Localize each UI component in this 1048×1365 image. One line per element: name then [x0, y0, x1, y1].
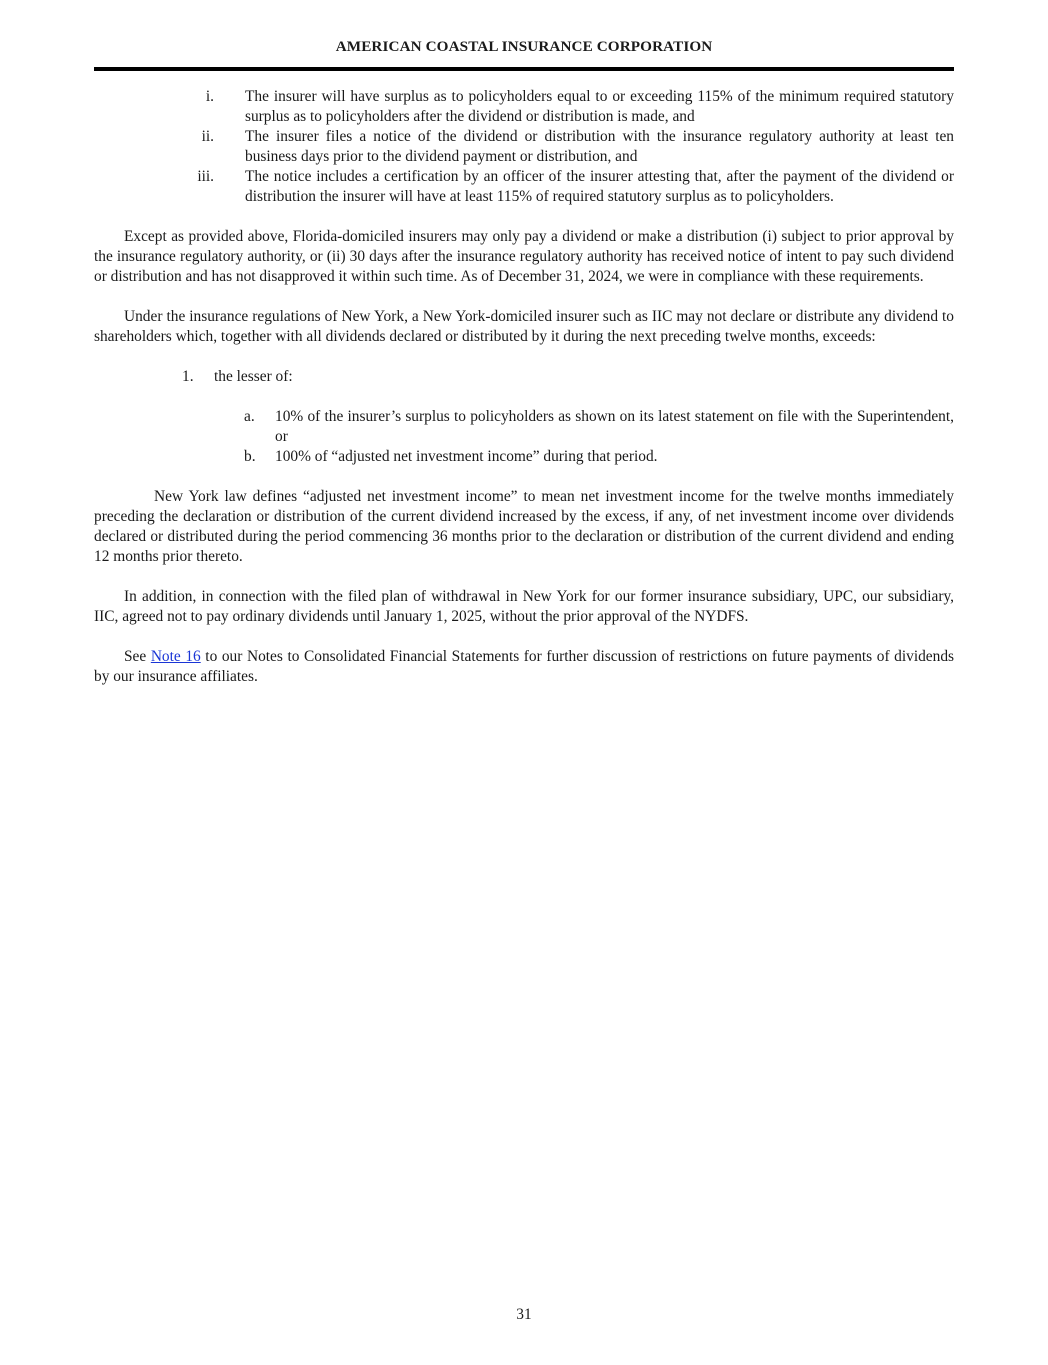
- list-item-text: The insurer will have surplus as to policyholders equal to or exceeding 115% of the minimum required statutory surplus as to policyholders after the dividend or distribution is made, and: [245, 88, 954, 125]
- list-marker: i.: [205, 88, 214, 105]
- withdrawal-paragraph: In addition, in connection with the filed plan of withdrawal in New York for our former insurance subsidiary, UPC, our subsidiary, IIC, agreed not to pay ordinary dividends until January 1, 2025, without the prior approval of the NYDFS.: [94, 588, 954, 625]
- see-note-prefix: See: [124, 648, 151, 665]
- florida-paragraph: Except as provided above, Florida-domiciled insurers may only pay a dividend or make a distribution (i) subject to prior approval by the insurance regulatory authority, or (ii) 30 days after the insurance regulatory authority has received notice of intent to pay such dividend or distribution and has not disapproved it within such time. As of December 31, 2024, we were in compliance with these requirements.: [94, 228, 954, 285]
- list-item-text: The insurer files a notice of the dividend or distribution with the insurance regulatory authority at least ten business days prior to the dividend payment or distribution, and: [245, 128, 954, 165]
- ny-definition-paragraph: New York law defines “adjusted net investment income” to mean net investment income for the twelve months immediately preceding the declaration or distribution of the current dividend increased by the excess, if any, of net investment income over dividends declared or distributed during the period commencing 36 months prior to the declaration or distribution of the current dividend and ending 12 months prior thereto.: [94, 488, 954, 565]
- see-note-paragraph: [94, 647, 954, 687]
- list-item-text: The notice includes a certification by an officer of the insurer attesting that, after the payment of the dividend or distribution the insurer will have at least 115% of required statutory surplus as to policyholders.: [245, 168, 954, 205]
- list-item: [94, 127, 954, 167]
- see-note-suffix: to our Notes to Consolidated Financial Statements for further discussion of restrictions on future payments of dividends by our insurance affiliates.: [94, 648, 955, 685]
- lesser-of-list: [94, 407, 954, 467]
- list-item-text: 10% of the insurer’s surplus to policyholders as shown on its latest statement on file with the Superintendent, or: [275, 408, 954, 445]
- header-divider: [94, 67, 954, 71]
- list-marker: b.: [244, 448, 256, 465]
- list-item: [94, 87, 954, 127]
- new-york-paragraph: Under the insurance regulations of New York, a New York-domiciled insurer such as IIC may not declare or distribute any dividend to shareholders which, together with all dividends declared or distributed by it during the next preceding twelve months, exceeds:: [94, 308, 954, 345]
- list-item-text: the lesser of:: [214, 368, 293, 385]
- list-marker: a.: [244, 408, 255, 425]
- list-marker: ii.: [201, 128, 214, 145]
- list-item: [94, 447, 954, 467]
- page-number: 31: [516, 1306, 532, 1323]
- dividend-conditions-list: [94, 87, 954, 207]
- list-marker: iii.: [197, 168, 214, 185]
- note-16-link[interactable]: Note 16: [150, 648, 201, 665]
- list-item-text: 100% of “adjusted net investment income” during that period.: [275, 448, 658, 465]
- numbered-item: [94, 367, 954, 387]
- list-item: [94, 407, 954, 447]
- list-marker: 1.: [182, 368, 194, 385]
- page-header-title: AMERICAN COASTAL INSURANCE CORPORATION: [335, 38, 713, 55]
- document-body: [94, 87, 954, 687]
- list-item: [94, 167, 954, 207]
